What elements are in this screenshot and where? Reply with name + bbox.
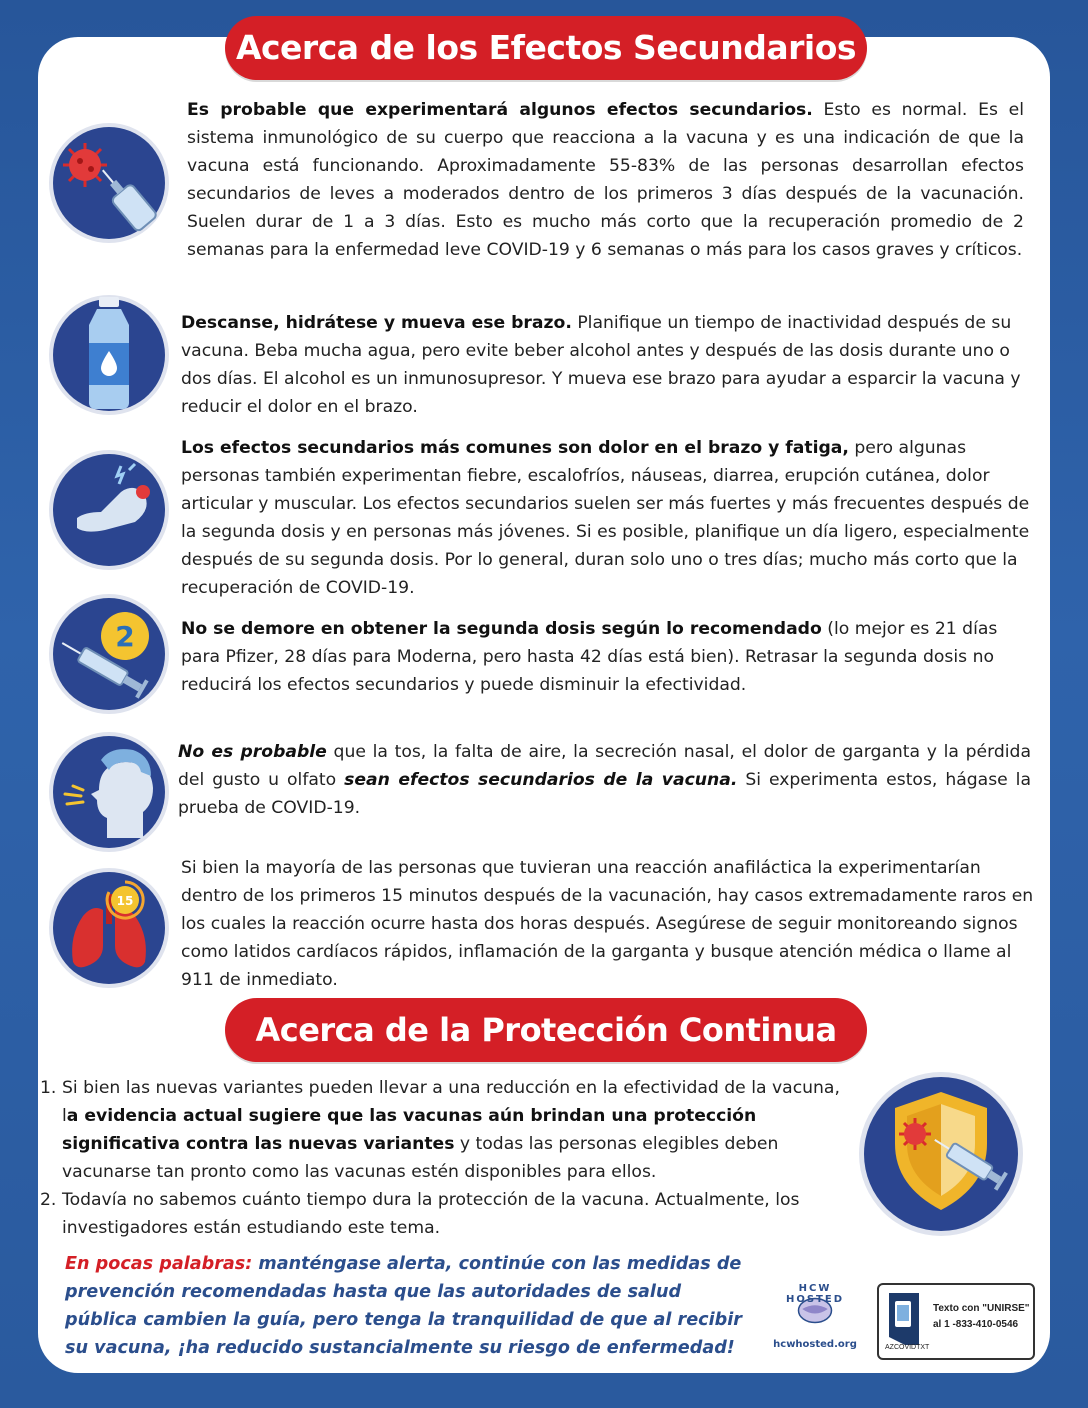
section-4-text: (lo mejor es 21 días para Pfizer, 28 días para Moderna, pero hasta 42 días está bien). Retrasar la segunda dosis no reducirá los efectos secundarios y puede disminuir la efectividad. [181,619,998,695]
arizona-phone-icon [885,1291,925,1347]
section-6-text: Si bien la mayoría de las personas que tuvieran una reacción anafiláctica la experimentarían dentro de los primeros 15 minutos después de la vacunación, hay casos extremadamente raros en los cuales la reacción ocurre hasta dos horas después. Asegúrese de seguir monitoreando signos como latidos cardíacos rápidos, inflamación de la garganta y busque atención médica o llame al 911 de inmediato. [181,858,1034,990]
shield-vaccine-icon [857,1070,1025,1238]
section-2-text: Planifique un tiempo de inactividad después de su vacuna. Beba mucha agua, pero evite beber alcohol antes y después de las dosis durante uno o dos días. El alcohol es un inmunosupresor. Y mueva ese brazo para ayudar a esparcir la vacuna y reducir el dolor en el brazo. [181,313,1021,417]
section-2-bold: Descanse, hidrátese y mueva ese brazo. [181,313,572,333]
list-item-2-text: Todavía no sabemos cuánto tiempo dura la protección de la vacuna. Actualmente, los investigadores están estudiando este tema. [62,1190,800,1238]
second-dose-syringe-icon [47,592,171,716]
list-number: 1. [40,1078,57,1098]
list-item-1-post: y todas las personas elegibles deben vacunarse tan pronto como las vacunas estén disponibles para ellos. [62,1134,779,1182]
side-effects-banner [225,16,867,80]
list-item [40,1186,855,1242]
water-bottle-icon [47,293,171,417]
section-3-text: pero algunas personas también experimentan fiebre, escalofríos, náuseas, diarrea, erupción cutánea, dolor articular y muscular. Los efectos secundarios suelen ser más fuertes y más frecuentes después de la segunda dosis y en personas más jóvenes. Si es posible, planifique un día ligero, especialmente después de su segunda dosis. Por lo general, duran solo uno o tres días; mucho más corto que la recuperación de COVID-19. [181,438,1030,598]
section-1-bold: Es probable que experimentará algunos efectos secundarios. [187,100,813,120]
sore-arm-icon [47,448,171,572]
list-item [40,1074,855,1186]
text-signup-brand: AZCOVIDTXT [885,1344,930,1351]
hcw-hosted-url: hcwhosted.org [773,1339,857,1350]
section-3-bold: Los efectos secundarios más comunes son dolor en el brazo y fatiga, [181,438,849,458]
timer-badge: 15 [116,894,134,908]
section-common-effects [181,434,1041,602]
text-signup-box [877,1283,1035,1360]
list-item-1-bold: a evidencia actual sugiere que las vacunas aún brindan una protección significativa contra las nuevas variantes [62,1106,757,1154]
section-rest-hydrate [181,309,1041,421]
lungs-timer-icon [47,866,171,990]
section-5-text-2: Si experimenta estos, hágase la prueba de COVID-19. [178,770,1031,818]
section-second-dose [181,615,1021,699]
section-5-emphasis-2: sean efectos secundarios de la vacuna. [344,770,738,790]
section-5-emphasis-1: No es probable [178,742,327,762]
virus-syringe-icon [47,121,171,245]
section-anaphylaxis [181,854,1041,994]
protection-title: Acerca de la Protección Continua [255,1011,837,1049]
section-5-text-1: que la tos, la falta de aire, la secreción nasal, el dolor de garganta y la pérdida del gusto u olfato [178,742,1031,790]
summary-body: manténgase alerta, continúe con las medidas de prevención recomendadas hasta que las autoridades de salud pública cambien la guía, pero tenga la tranquilidad de que al recibir su vacuna, ¡ha reducido sustancialmente su riesgo de enfermedad! [65,1254,742,1358]
list-item-1-text: Si bien las nuevas variantes pueden llevar a una reducción en la efectividad de la vacuna, l [62,1078,840,1126]
side-effects-title: Acerca de los Efectos Secundarios [235,28,857,67]
section-4-bold: No se demore en obtener la segunda dosis según lo recomendado [181,619,822,639]
summary-text [65,1250,755,1362]
summary-lead: En pocas palabras: [65,1254,253,1274]
section-likely-side-effects [187,96,1024,264]
protection-list [40,1074,855,1242]
hcw-hosted-title: HCW HOSTED [785,1283,845,1305]
coughing-person-icon [47,730,171,854]
section-unlikely-symptoms [178,738,1031,822]
text-signup-line-2: al 1 -833-410-0546 [933,1319,1019,1330]
list-number: 2. [40,1190,57,1210]
text-signup-line-1: Texto con "UNIRSE" [933,1303,1030,1314]
section-1-text: Esto es normal. Es el sistema inmunológico de su cuerpo que reacciona a la vacuna y es una indicación de que la vacuna está funcionando. Aproximadamente 55-83% de las personas desarrollan efectos secundarios de leves a moderados dentro de los primeros 3 días después de la vacunación. Suelen durar de 1 a 3 días. Esto es mucho más corto que la recuperación promedio de 2 semanas para la enfermedad leve COVID-19 y 6 semanas o más para los casos graves y críticos. [187,100,1025,260]
dose-badge: 2 [115,620,135,653]
protection-banner [225,998,867,1062]
